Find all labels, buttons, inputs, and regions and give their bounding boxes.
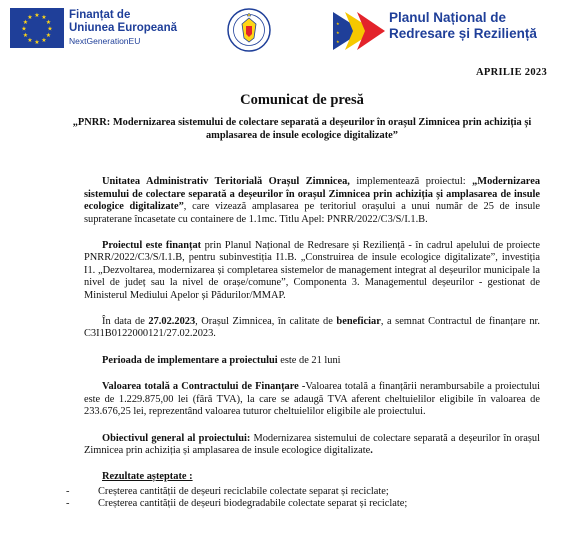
result-item-1: Creșterea cantității de deșeuri reciclabile colectate separat și reciclate; — [98, 485, 389, 497]
eu-union-name: Uniunea Europeană — [69, 22, 177, 34]
financing-paragraph — [84, 240, 540, 302]
document-body — [66, 88, 541, 511]
pnrr-title — [389, 10, 537, 42]
contract-paragraph — [84, 316, 540, 341]
results-heading-text: Rezultate așteptate : — [102, 471, 193, 483]
svg-text:★: ★ — [21, 25, 27, 33]
financing-text: prin Planul Național de Redresare și Reziliență - în cadrul apelului de proiecte PNRR/2022/C3/S/I.1.B, pentru subinvestiția I1.B. „Construirea de insule ecologice digitalizate”, investiția I1. „Dezvoltarea, modernizarea și completarea sistemelor de management integrat al deșeurilor municipale la nivel de județ sau la nivel de orașe/comune”, Componenta 3. Managementul deșeurilor - gestionat de Ministerul Mediului Apelor și Pădurilor/MMAP. — [84, 240, 541, 301]
contract-rest: , a semnat Contractul de finanțare nr. C3I1B0122000121/27.02.2023. — [84, 316, 541, 340]
period-text: este de 21 luni — [277, 354, 341, 366]
period-label: Perioada de implementare a proiectului — [102, 354, 278, 366]
intro-mid: implementează proiectul: — [349, 176, 473, 188]
svg-text:★: ★ — [34, 39, 40, 46]
svg-text:★: ★ — [27, 37, 33, 44]
objective-end: . — [370, 444, 373, 456]
objective-label: Obiectivul general al proiectului: — [102, 432, 251, 444]
page-subtitle: „PNRR: Modernizarea sistemului de colectare separată a deșeurilor în orașul Zimnicea prin achiziția și amplasarea de insule ecologice digitalizate” — [72, 117, 532, 142]
pnrr-line-2: Redresare și Reziliență — [389, 26, 537, 41]
contract-role: beneficiar — [336, 316, 381, 328]
contract-mid: , Orașul Zimnicea, în calitate de — [195, 316, 337, 328]
svg-text:★: ★ — [22, 32, 29, 39]
svg-text:★: ★ — [34, 12, 40, 19]
contract-date: 27.02.2023 — [148, 316, 196, 328]
result-item-2: Creșterea cantității de deșeuri biodegradabile colectate separat și reciclate; — [98, 498, 408, 510]
pnrr-flag-icon — [333, 12, 385, 50]
pnrr-line-1: Planul Național de — [389, 10, 507, 25]
contract-pre: În data de — [102, 316, 149, 328]
financing-label: Proiectul este finanțat — [102, 240, 202, 252]
document-date: APRILIE 2023 — [476, 67, 547, 78]
header-logos — [0, 0, 567, 66]
svg-text:★: ★ — [41, 37, 47, 44]
svg-text:★: ★ — [41, 14, 47, 21]
results-heading — [84, 471, 540, 483]
eu-nextgen: NextGenerationEU — [69, 36, 141, 46]
svg-text:★: ★ — [336, 21, 340, 26]
value-paragraph — [84, 381, 540, 418]
svg-text:★: ★ — [22, 19, 29, 26]
government-seal-icon — [226, 4, 272, 56]
intro-project-name: „Modernizarea sistemului de colectare separată a deșeurilor în orașul Zimnicea prin achiziția și amplasarea de insule ecologice digitalizate” — [84, 176, 541, 213]
value-label: Valoarea totală a Contractului de Finanțare - — [102, 381, 306, 393]
svg-text:★: ★ — [27, 14, 33, 21]
intro-beneficiary: Unitatea Administrativ Teritorială Orașul Zimnicea, — [102, 176, 350, 188]
list-item: - Creșterea cantității de deșeuri biodegradabile colectate separat și reciclate; — [66, 498, 408, 510]
objective-text: Modernizarea sistemului de colectare separată a deșeurilor în orașul Zimnicea prin achiziția și amplasarea de insule ecologice digitalizate — [84, 432, 540, 456]
eu-funding-text — [69, 9, 177, 47]
page-title: Comunicat de presă — [240, 92, 364, 108]
svg-text:★: ★ — [45, 19, 52, 26]
period-paragraph — [84, 355, 540, 367]
objective-paragraph — [84, 433, 540, 458]
eu-funded-by: Finanțat de — [69, 9, 131, 21]
list-item: - Creșterea cantității de deșeuri reciclabile colectate separat și reciclate; — [66, 485, 389, 497]
results-list — [66, 485, 540, 511]
svg-text:★: ★ — [45, 32, 52, 39]
svg-text:★: ★ — [336, 39, 340, 44]
intro-paragraph — [84, 176, 540, 226]
svg-text:★: ★ — [47, 25, 53, 33]
eu-flag-icon — [10, 8, 64, 48]
value-text: Valoarea totală a finanțării nerambursabile a proiectului este de 1.229.875,00 lei (fără TVA), la care se adaugă TVA aferent cheltuielilor eligibile în valoarea de 233.676,25 lei, reprezentând valoarea tuturor cheltuielilor eligibile ale proiectului. — [84, 381, 541, 418]
intro-rest: , care vizează amplasarea pe teritoriul orașului a unui număr de 25 de insule supraterane încasetate cu containere de 1.1mc. Titlu Apel: PNRR/2022/C3/S/I.1.B. — [84, 201, 540, 225]
svg-text:★: ★ — [336, 30, 340, 35]
